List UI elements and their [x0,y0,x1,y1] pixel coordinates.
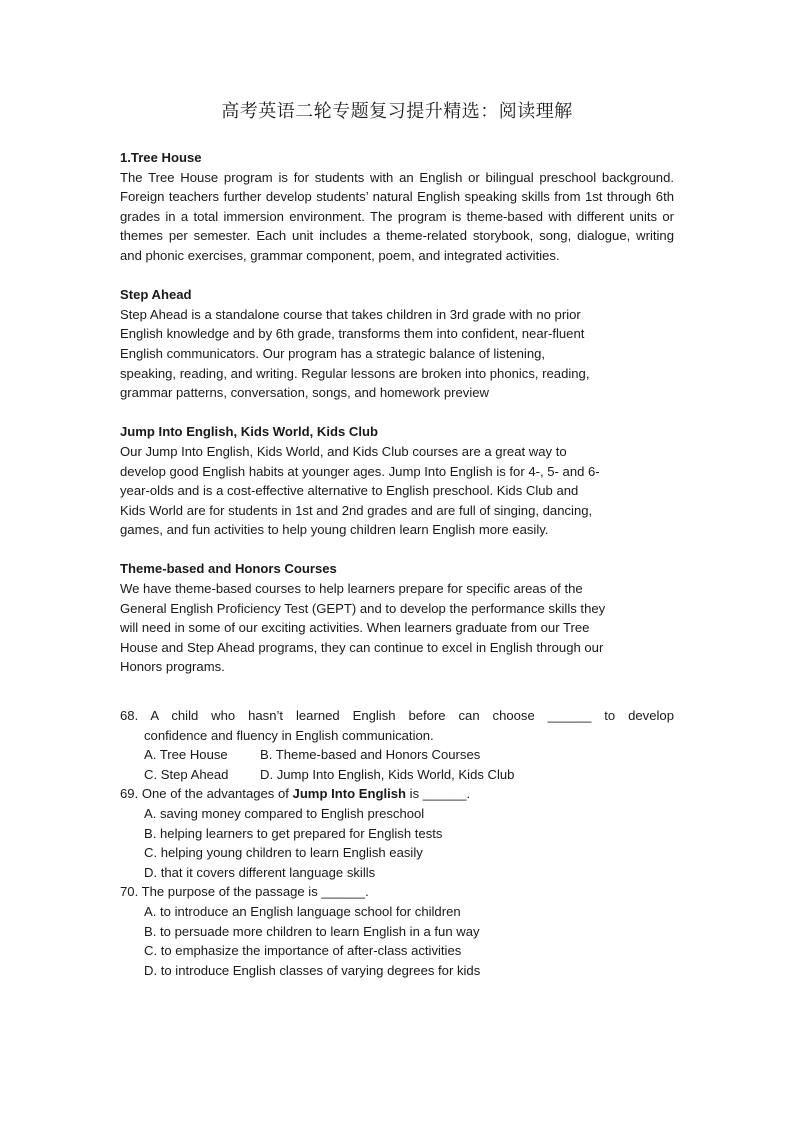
paragraph-line: will need in some of our exciting activities. When learners graduate from our Tree [120,620,590,636]
option-b: B. Theme-based and Honors Courses [260,747,481,763]
question-70 [120,882,674,980]
question-69 [120,784,674,882]
paragraph-line: Kids World are for students in 1st and 2nd grades and are full of singing, dancing, [120,502,593,518]
option-b: B. helping learners to get prepared for English tests [144,825,443,841]
section-heading: Theme-based and Honors Courses [120,561,337,577]
paragraph-line: grammar patterns, conversation, songs, and homework preview [120,385,489,401]
section-step-ahead [120,285,674,403]
section-heading: 1.Tree House [120,150,202,165]
question-68 [120,706,674,784]
section-theme-based-honors [120,559,674,677]
section-heading: Jump Into English, Kids World, Kids Club [120,424,378,440]
question-stem: 70. The purpose of the passage is ______. [120,884,369,900]
question-stem-continued: confidence and fluency in English communication. [144,727,434,743]
question-list [120,706,674,980]
option-d: D. to introduce English classes of varying degrees for kids [144,962,481,978]
question-stem [120,784,674,804]
page-title: 高考英语二轮专题复习提升精选：阅读理解 [221,101,573,122]
answer-options [120,745,674,784]
option-c: C. helping young children to learn English easily [144,845,423,861]
paragraph-line: year-olds and is a cost-effective alternative to English preschool. Kids Club and [120,483,579,499]
document-body [120,148,674,980]
stem-text: 69. One of the advantages of [120,786,293,802]
section-jump-into-english [120,422,674,540]
paragraph-line: We have theme-based courses to help learners prepare for specific areas of the [120,581,583,597]
option-a: A. to introduce an English language school for children [144,903,461,919]
paragraph-line: speaking, reading, and writing. Regular lessons are broken into phonics, reading, [120,365,590,381]
option-d: D. Jump Into English, Kids World, Kids Club [260,766,515,782]
option-b: B. to persuade more children to learn English in a fun way [144,923,480,939]
paragraph-line: games, and fun activities to help young children learn English more easily. [120,522,549,538]
answer-options [120,804,674,882]
paragraph-line: English knowledge and by 6th grade, transforms them into confident, near-fluent [120,326,585,342]
section-paragraph: The Tree House program is for students with an English or bilingual preschool background. Foreign teachers further develop students’ natural English speaking skills from 1st through 6th grades in a total immersion environment. The program is theme-based with different units or themes per semester. Each unit includes a theme-related storybook, song, dialogue, writing and phonic exercises, grammar component, poem, and integrated activities. [120,169,674,263]
option-a: A. saving money compared to English preschool [144,806,425,821]
answer-options [120,902,674,980]
stem-emphasis: Jump Into English [292,786,407,802]
option-c: C. to emphasize the importance of after-class activities [144,943,462,959]
paragraph-line: House and Step Ahead programs, they can continue to excel in English through our [120,639,604,655]
paragraph-line: Our Jump Into English, Kids World, and Kids Club courses are a great way to [120,443,567,459]
option-d: D. that it covers different language skills [144,864,376,880]
paragraph-line: Honors programs. [120,659,225,675]
paragraph-line: develop good English habits at younger ages. Jump Into English is for 4-, 5- and 6- [120,463,600,479]
stem-text: is ______. [406,786,471,802]
section-heading: Step Ahead [120,287,192,303]
question-stem: 68. A child who hasn’t learned English before can choose ______ to develop [120,708,674,724]
paragraph-line: General English Proficiency Test (GEPT) and to develop the performance skills they [120,600,606,616]
section-tree-house [120,148,674,266]
option-c: C. Step Ahead [144,766,229,782]
paragraph-line: Step Ahead is a standalone course that takes children in 3rd grade with no prior [120,306,581,322]
paragraph-line: English communicators. Our program has a strategic balance of listening, [120,345,546,361]
option-a: A. Tree House [144,747,228,763]
